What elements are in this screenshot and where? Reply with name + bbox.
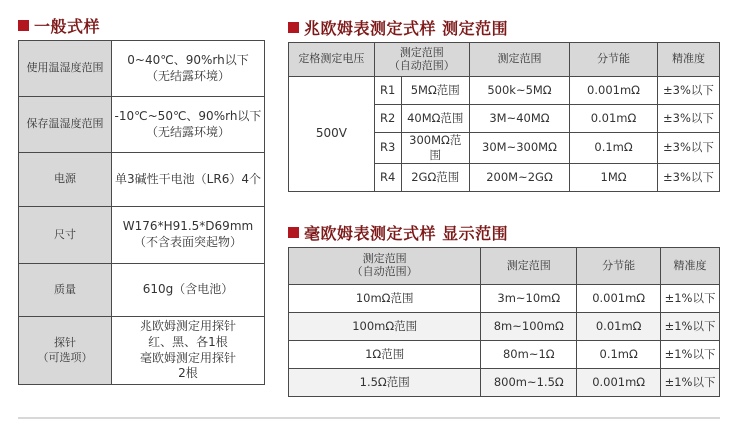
milliohm-range-table <box>288 247 720 397</box>
header-accuracy: 精准度 <box>661 248 720 285</box>
milliohm-row <box>289 313 720 341</box>
header-resolution: 分节能 <box>577 248 661 285</box>
megaohm-cell-range-auto: 300MΩ范围 <box>401 133 469 164</box>
header-range-auto: 测定范围 （自动范围） <box>289 248 481 285</box>
title-marker-icon <box>18 20 29 31</box>
title-marker-icon <box>288 227 299 238</box>
general-spec-label: 尺寸 <box>19 207 112 264</box>
general-spec-title <box>18 14 100 37</box>
megaohm-spec-title <box>288 16 508 39</box>
general-spec-row <box>19 207 265 264</box>
megaohm-cell-id: R2 <box>374 105 401 133</box>
milliohm-cell-accuracy: ±1%以下 <box>661 313 720 341</box>
megaohm-cell-range: 500k~5MΩ <box>469 77 569 105</box>
general-spec-row <box>19 264 265 317</box>
milliohm-cell-range: 800m~1.5Ω <box>481 369 577 397</box>
megaohm-cell-id: R1 <box>374 77 401 105</box>
header-rated-voltage: 定格测定电压 <box>289 43 375 77</box>
header-resolution: 分节能 <box>570 43 658 77</box>
megaohm-cell-range-auto: 40MΩ范围 <box>401 105 469 133</box>
megaohm-range-table <box>288 42 720 192</box>
general-spec-label: 保存温湿度范围 <box>19 97 112 153</box>
milliohm-cell-range-auto: 100mΩ范围 <box>289 313 481 341</box>
general-spec-row <box>19 97 265 153</box>
general-spec-value: -10℃~50℃、90%rh以下 （无结露环境） <box>112 97 265 153</box>
megaohm-header-row <box>289 43 720 77</box>
general-spec-value: 单3碱性干电池（LR6）4个 <box>112 153 265 207</box>
header-range: 测定范围 <box>469 43 569 77</box>
milliohm-row <box>289 369 720 397</box>
megaohm-spec-title-text: 兆欧姆表测定式样 测定范围 <box>304 19 509 38</box>
general-spec-label: 使用温湿度范围 <box>19 41 112 97</box>
milliohm-cell-range-auto: 1Ω范围 <box>289 341 481 369</box>
milliohm-cell-accuracy: ±1%以下 <box>661 341 720 369</box>
megaohm-cell-range: 30M~300MΩ <box>469 133 569 164</box>
megaohm-cell-range: 3M~40MΩ <box>469 105 569 133</box>
megaohm-cell-resolution: 1MΩ <box>570 163 658 191</box>
milliohm-cell-range: 80m~1Ω <box>481 341 577 369</box>
milliohm-spec-title <box>288 221 508 244</box>
megaohm-row <box>289 77 720 105</box>
general-spec-row <box>19 317 265 385</box>
header-range-auto: 测定范围 （自动范围） <box>374 43 469 77</box>
general-spec-value: 0~40℃、90%rh以下 （无结露环境） <box>112 41 265 97</box>
general-spec-row <box>19 41 265 97</box>
megaohm-cell-range-auto: 5MΩ范围 <box>401 77 469 105</box>
megaohm-cell-range: 200M~2GΩ <box>469 163 569 191</box>
milliohm-row <box>289 285 720 313</box>
general-spec-title-text: 一般式样 <box>34 17 101 36</box>
milliohm-cell-range: 3m~10mΩ <box>481 285 577 313</box>
general-spec-row <box>19 153 265 207</box>
milliohm-cell-range-auto: 10mΩ范围 <box>289 285 481 313</box>
megaohm-cell-accuracy: ±3%以下 <box>657 163 719 191</box>
milliohm-cell-resolution: 0.1mΩ <box>577 341 661 369</box>
megaohm-cell-resolution: 0.001mΩ <box>570 77 658 105</box>
megaohm-cell-resolution: 0.1mΩ <box>570 133 658 164</box>
milliohm-cell-resolution: 0.01mΩ <box>577 313 661 341</box>
header-accuracy: 精准度 <box>657 43 719 77</box>
general-spec-table <box>18 40 265 385</box>
megaohm-cell-accuracy: ±3%以下 <box>657 105 719 133</box>
general-spec-value: 兆欧姆测定用探针 红、黑、各1根 毫欧姆测定用探针 2根 <box>112 317 265 385</box>
milliohm-cell-range-auto: 1.5Ω范围 <box>289 369 481 397</box>
milliohm-header-row <box>289 248 720 285</box>
general-spec-label: 电源 <box>19 153 112 207</box>
general-spec-label: 质量 <box>19 264 112 317</box>
milliohm-row <box>289 341 720 369</box>
milliohm-cell-resolution: 0.001mΩ <box>577 285 661 313</box>
megaohm-cell-accuracy: ±3%以下 <box>657 133 719 164</box>
milliohm-spec-title-text: 毫欧姆表测定式样 显示范围 <box>304 224 509 243</box>
megaohm-cell-id: R3 <box>374 133 401 164</box>
milliohm-cell-accuracy: ±1%以下 <box>661 285 720 313</box>
megaohm-cell-accuracy: ±3%以下 <box>657 77 719 105</box>
general-spec-value: W176*H91.5*D69mm （不含表面突起物） <box>112 207 265 264</box>
general-spec-value: 610g（含电池） <box>112 264 265 317</box>
rated-voltage-cell: 500V <box>289 77 375 192</box>
megaohm-cell-resolution: 0.01mΩ <box>570 105 658 133</box>
milliohm-cell-range: 8m~100mΩ <box>481 313 577 341</box>
bottom-divider <box>18 417 720 419</box>
megaohm-cell-id: R4 <box>374 163 401 191</box>
general-spec-label: 探针 （可选项） <box>19 317 112 385</box>
title-marker-icon <box>288 22 299 33</box>
megaohm-cell-range-auto: 2GΩ范围 <box>401 163 469 191</box>
header-range: 测定范围 <box>481 248 577 285</box>
milliohm-cell-resolution: 0.001mΩ <box>577 369 661 397</box>
milliohm-cell-accuracy: ±1%以下 <box>661 369 720 397</box>
